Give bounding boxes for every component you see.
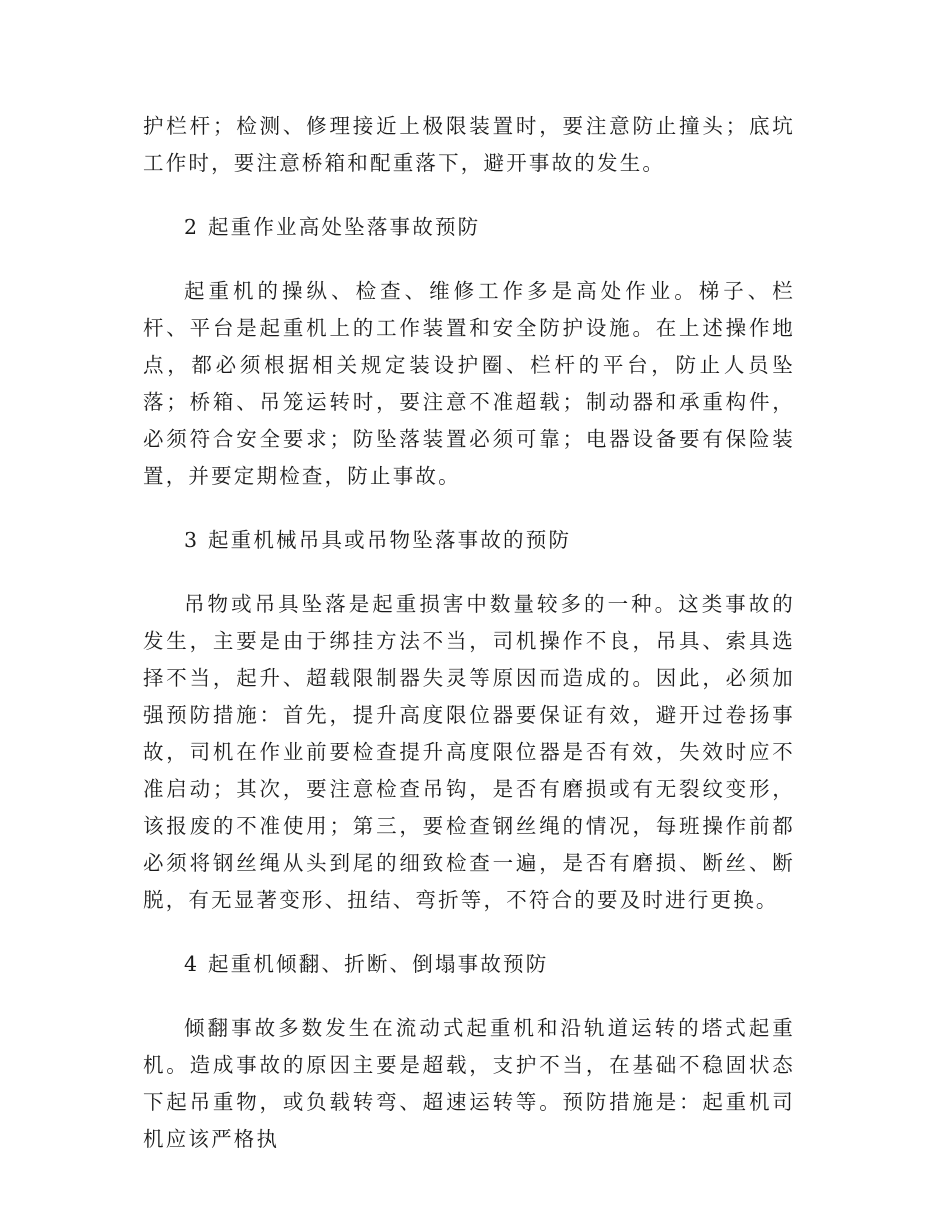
- body-paragraph-continued: 护栏杆；检测、修理接近上极限装置时，要注意防止撞头；底坑工作时，要注意桥箱和配重落下，避开事故的发生。: [143, 114, 795, 175]
- section-heading-3: 3 起重机械吊具或吊物坠落事故的预防: [184, 528, 572, 552]
- section-heading-4: 4 起重机倾翻、折断、倒塌事故预防: [184, 952, 549, 976]
- body-paragraph-overturn-prevention: 倾翻事故多数发生在流动式起重机和沿轨道运转的塔式起重机。造成事故的原因主要是超载，支护不当，在基础不稳固状态下起吊重物，或负载转弯、超速运转等。预防措施是：起重机司机应该严格执: [143, 1016, 795, 1151]
- section-heading-2: 2 起重作业高处坠落事故预防: [184, 215, 481, 239]
- body-paragraph-fall-prevention: 起重机的操纵、检查、维修工作多是高处作业。梯子、栏杆、平台是起重机上的工作装置和安全防护设施。在上述操作地点，都必须根据相关规定装设护圈、栏杆的平台，防止人员坠落；桥箱、吊笼运转时，要注意不准超载；制动器和承重构件，必须符合安全要求；防坠落装置必须可靠；电器设备要有保险装置，并要定期检查，防止事故。: [143, 279, 795, 488]
- document-body: [143, 108, 795, 1185]
- body-paragraph-load-drop-prevention: 吊物或吊具坠落是起重损害中数量较多的一种。这类事故的发生，主要是由于绑挂方法不当，司机操作不良，吊具、索具选择不当，起升、超载限制器失灵等原因而造成的。因此，必须加强预防措施：首先，提升高度限位器要保证有效，避开过卷扬事故，司机在作业前要检查提升高度限位器是否有效，失效时应不准启动；其次，要注意检查吊钩，是否有磨损或有无裂纹变形，该报废的不准使用；第三，要检查钢丝绳的情况，每班操作前都必须将钢丝绳从头到尾的细致检查一遍，是否有磨损、断丝、断脱，有无显著变形、扭结、弯折等，不符合的要及时进行更换。: [143, 592, 795, 912]
